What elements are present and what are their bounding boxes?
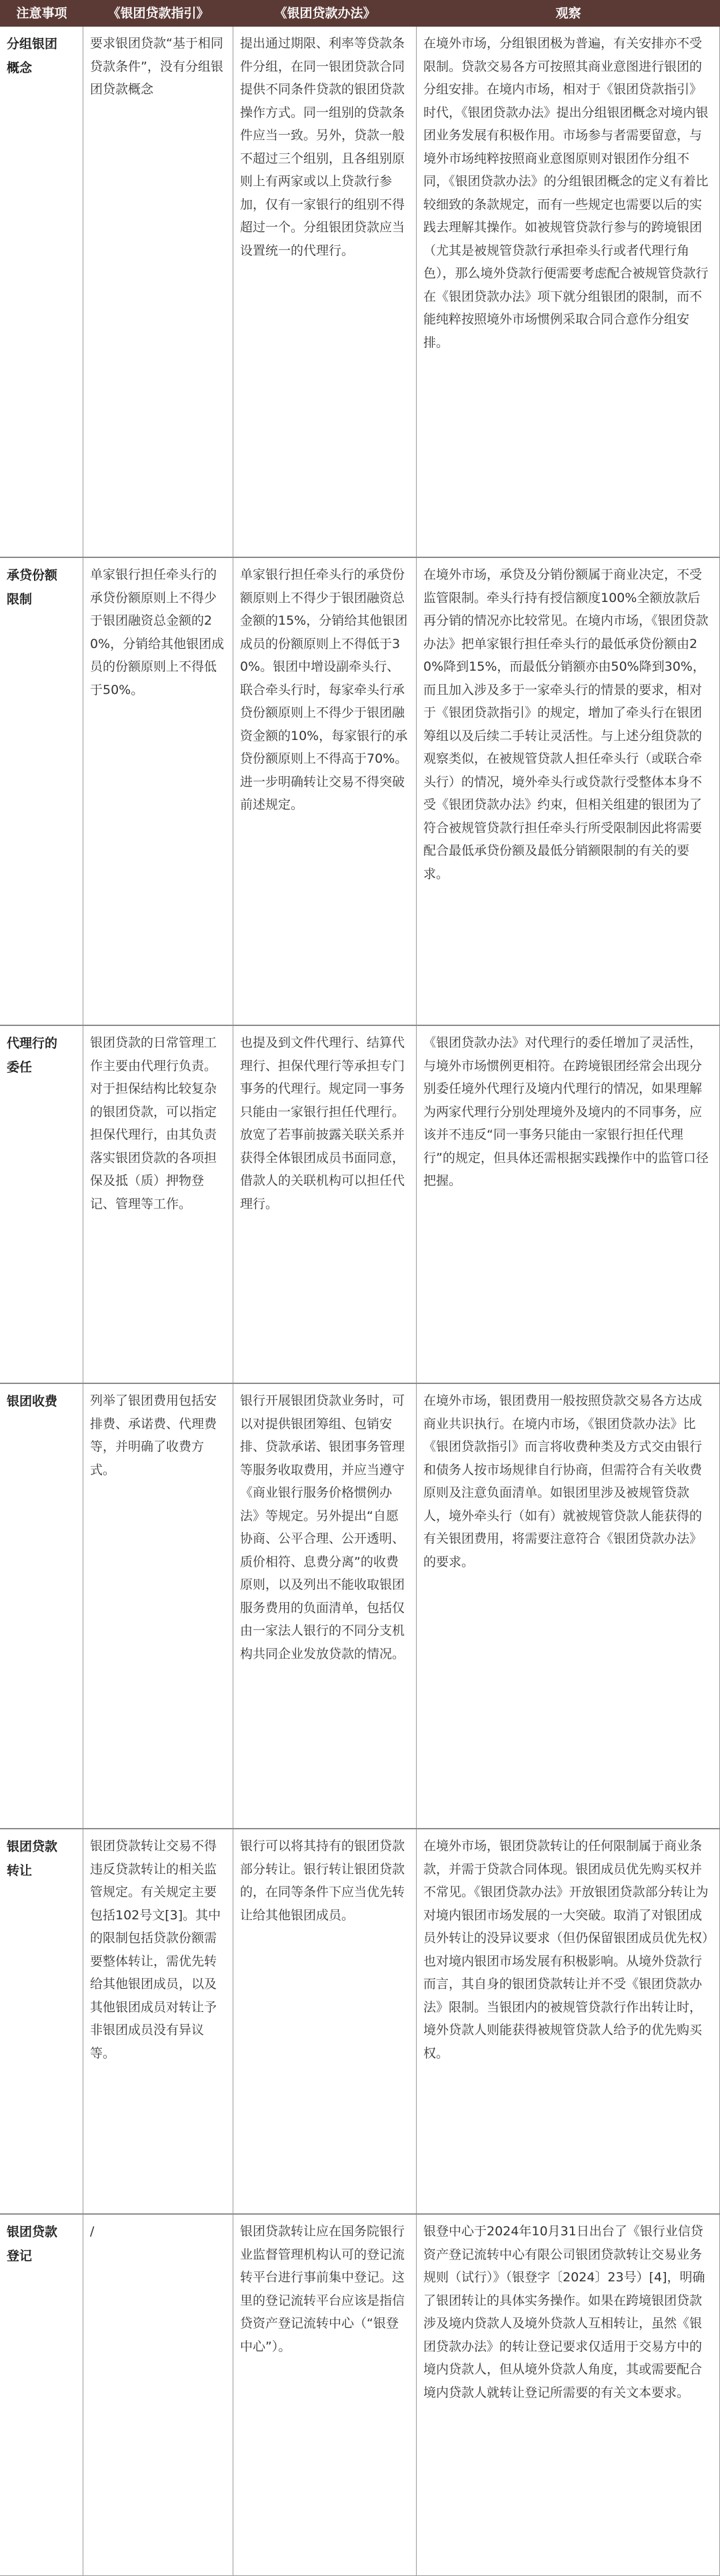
measures-cell: 银行开展银团贷款业务时，可以对提供银团筹组、包销安排、贷款承诺、银团事务管理等服务收取费用，并应当遵守《商业银行服务价格惯例办法》等规定。另外提出“自愿协商、公平合理、公开透明、质价相符、息费分离”的收费原则，以及列出不能收取银团服务费用的负面清单，包括仅由一家法人银行的不同分支机构共同企业发放贷款的情况。 <box>240 1393 405 1661</box>
observation-cell: 银登中心于2024年10月31日出台了《银行业信贷资产登记流转中心有限公司银团贷款转让交易业务规则（试行）》（银登字〔2024〕23号）[4]，明确了银团转让的具体实务操作。如果在跨境银团贷款涉及境内贷款人及境外贷款人互相转让，虽然《银团贷款办法》的转让登记要求仅适用于交易方中的境内贷款人，但从境外贷款人角度，其或需要配合境内贷款人就转让登记所需要的有关文本要求。 <box>423 2224 705 2400</box>
measures-cell: 提出通过期限、利率等贷款条件分组，在同一银团贷款合同提供不同条件贷款的银团贷款操作方式。同一组别的贷款条件应当一致。另外，贷款一般不超过三个组别，且各组别原则上有两家或以上贷款行参加，仅有一家银行的组别不得超过一个。分组银团贷款应当设置统一的代理行。 <box>240 36 405 258</box>
guideline-cell: 列举了银团费用包括安排费、承诺费、代理费等，并明确了收费方式。 <box>90 1393 217 1477</box>
row-label-loan-transfer: 银团贷款 转让 <box>7 1839 58 1878</box>
observation-cell: 《银团贷款办法》对代理行的委任增加了灵活性，与境外市场惯例更相符。在跨境银团经常会出现分别委任境外代理行及境内代理行的情况，如果理解为两家代理行分别处理境外及境内的不同事务，应该并不违反“同一事务只能由一家银行担任代理行”的规定，但具体还需根据实践操作中的监管口径把握。 <box>423 1035 709 1188</box>
measures-cell: 也提及到文件代理行、结算代理行、担保代理行等承担专门事务的代理行。规定同一事务只能由一家银行担任代理行。放宽了若事前披露关联关系并获得全体银团成员书面同意，借款人的关联机构可以担任代理行。 <box>240 1035 405 1211</box>
header-measures: 《银团贷款办法》 <box>233 0 417 27</box>
observation-cell: 在境外市场，银团费用一般按照贷款交易各方达成商业共识执行。在境内市场，《银团贷款办法》比《银团贷款指引》而言将收费种类及方式交由银行和债务人按市场规律自行协商，但需符合有关收费原则及注意负面清单。如银团里涉及被规管贷款人，境外牵头行（如有）就被规管贷款人能获得的有关银团费用，将需要注意符合《银团贷款办法》的要求。 <box>423 1393 703 1569</box>
guideline-cell: 要求银团贷款“基于相同贷款条件”，没有分组银团贷款概念 <box>90 36 223 97</box>
guideline-cell: / <box>90 2224 95 2239</box>
row-label-loan-registration: 银团贷款 登记 <box>7 2225 58 2263</box>
guideline-cell: 银团贷款的日常管理工作主要由代理行负责。对于担保结构比较复杂的银团贷款，可以指定担保代理行，由其负责落实银团贷款的各项担保及抵（质）押物登记、管理等工作。 <box>90 1035 217 1211</box>
row-label-grouped-syndicate: 分组银团 概念 <box>7 37 58 75</box>
row-label-commitment-share: 承贷份额 限制 <box>7 568 58 607</box>
observation-cell: 在境外市场，银团贷款转让的任何限制属于商业条款，并需于贷款合同体现。银团成员优先购买权并不常见。《银团贷款办法》开放银团贷款部分转让为对境内银团市场发展的一大突破。取消了对银团成员外转让的没异议要求（但仍保留银团成员优先权）也对境内银团市场发展有积极影响。从境外贷款行而言，其自身的银团贷款转让并不受《银团贷款办法》限制。当银团内的被规管贷款行作出转让时，境外贷款人则能获得被规管贷款人给予的优先购买权。 <box>423 1839 709 2061</box>
header-observation: 观察 <box>417 0 720 27</box>
guideline-cell: 银团贷款转让交易不得违反贷款转让的相关监管规定。有关规定主要包括102号文[3]。其中的限制包括贷款份额需要整体转让，需优先转给其他银团成员，以及其他银团成员对转让予非银团成员没有异议等。 <box>90 1839 221 2061</box>
row-label-syndicate-fees: 银团收费 <box>7 1394 58 1409</box>
header-guideline: 《银团贷款指引》 <box>83 0 233 27</box>
measures-cell: 银行可以将其持有的银团贷款部分转让。银行转让银团贷款的，在同等条件下应当优先转让给其他银团成员。 <box>240 1839 405 1923</box>
guideline-cell: 单家银行担任牵头行的承贷份额原则上不得少于银团融资总金额的20%，分销给其他银团成员的份额原则上不得低于50%。 <box>90 567 225 697</box>
row-label-agent-appointment: 代理行的 委任 <box>7 1036 58 1075</box>
measures-cell: 单家银行担任牵头行的承贷份额原则上不得少于银团融资总金额的15%，分销给其他银团成员的份额原则上不得低于30%。银团中增设副牵头行、联合牵头行时，每家牵头行承贷份额原则上不得少于银团融资金额的10%，每家银行的承贷份额原则上不得高于70%。进一步明确转让交易不得突破前述规定。 <box>240 567 408 812</box>
measures-cell: 银团贷款转让应在国务院银行业监督管理机构认可的登记流转平台进行事前集中登记。这里的登记流转平台应该是指信贷资产登记流转中心（“银登中心”）。 <box>240 2224 405 2354</box>
header-notes: 注意事项 <box>0 0 83 27</box>
observation-cell: 在境外市场，分组银团极为普遍，有关安排亦不受限制。贷款交易各方可按照其商业意图进行银团的分组安排。在境内市场，相对于《银团贷款指引》时代，《银团贷款办法》提出分组银团概念对境内银团业务发展有积极作用。市场参与者需要留意，与境外市场纯粹按照商业意图原则对银团作分组不同，《银团贷款办法》的分组银团概念的定义有着比较细致的条款规定，而有一些规定也需要以后的实践去理解其操作。如被规管贷款行参与的跨境银团（尤其是被规管贷款行承担牵头行或者代理行角色），那么境外贷款行便需要考虑配合被规管贷款行在《银团贷款办法》项下就分组银团的限制，而不能纯粹按照境外市场惯例采取合同合意作分组安排。 <box>423 36 709 350</box>
observation-cell: 在境外市场，承贷及分销份额属于商业决定，不受监管限制。牵头行持有授信额度100%全额放款后再分销的情况亦比较常见。在境内市场，《银团贷款办法》把单家银行担任牵头行的最低承贷份额由20%降到15%，而最低分销额亦由50%降到30%，而且加入涉及多于一家牵头行的情景的要求，相对于《银团贷款指引》的规定，增加了牵头行在银团筹组以及后续二手转让灵活性。与上述分组贷款的观察类似，在被规管贷款人担任牵头行（或联合牵头行）的情况，境外牵头行或贷款行受整体本身不受《银团贷款办法》约束，但相关组建的银团为了符合被规管贷款行担任牵头行所受限制因此将需要配合最低承贷份额及最低分销额限制的有关的要求。 <box>423 567 709 881</box>
